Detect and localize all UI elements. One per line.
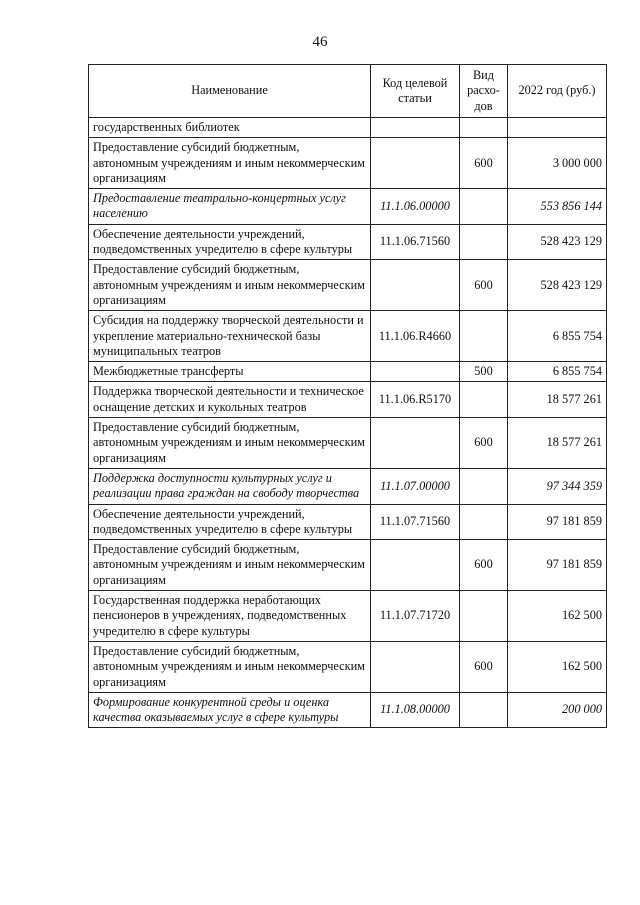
row-name-cell: Предоставление субсидий бюджетным, автономным учреждениям и иным некоммерческим организациям — [89, 138, 371, 189]
table-row — [89, 224, 607, 260]
row-name-cell: Предоставление театрально-концертных услуг населению — [89, 189, 371, 225]
row-name-cell: Государственная поддержка неработающих пенсионеров в учреждениях, подведомственных учредителю в сфере культуры — [89, 591, 371, 642]
row-code-cell: 11.1.06.71560 — [371, 224, 460, 260]
row-sum-cell: 200 000 — [508, 692, 607, 728]
row-name-cell: Межбюджетные трансферты — [89, 362, 371, 382]
row-name-cell: Обеспечение деятельности учреждений, подведомственных учредителю в сфере культуры — [89, 224, 371, 260]
row-vid-cell: 600 — [460, 641, 508, 692]
header-vid: Вид расхо-дов — [460, 65, 508, 118]
row-sum-cell: 3 000 000 — [508, 138, 607, 189]
row-code-cell — [371, 118, 460, 138]
table-row — [89, 692, 607, 728]
row-code-cell: 11.1.07.71720 — [371, 591, 460, 642]
row-vid-cell — [460, 224, 508, 260]
table-row — [89, 504, 607, 540]
row-sum-cell: 97 181 859 — [508, 540, 607, 591]
table-row — [89, 362, 607, 382]
row-sum-cell: 97 344 359 — [508, 468, 607, 504]
row-vid-cell — [460, 504, 508, 540]
row-name-cell: Поддержка доступности культурных услуг и реализации права граждан на свободу творчества — [89, 468, 371, 504]
row-code-cell — [371, 138, 460, 189]
row-sum-cell: 18 577 261 — [508, 418, 607, 469]
table-row — [89, 118, 607, 138]
row-code-cell — [371, 260, 460, 311]
table-row — [89, 641, 607, 692]
header-code: Код целевой статьи — [371, 65, 460, 118]
row-code-cell: 11.1.07.71560 — [371, 504, 460, 540]
row-code-cell: 11.1.07.00000 — [371, 468, 460, 504]
row-vid-cell — [460, 311, 508, 362]
table-row — [89, 138, 607, 189]
row-sum-cell: 97 181 859 — [508, 504, 607, 540]
row-vid-cell — [460, 382, 508, 418]
row-code-cell — [371, 362, 460, 382]
row-code-cell: 11.1.06.00000 — [371, 189, 460, 225]
table-row — [89, 260, 607, 311]
row-name-cell: Предоставление субсидий бюджетным, автономным учреждениям и иным некоммерческим организациям — [89, 540, 371, 591]
table-row — [89, 382, 607, 418]
row-vid-cell: 600 — [460, 138, 508, 189]
table-row — [89, 418, 607, 469]
row-sum-cell — [508, 118, 607, 138]
row-code-cell — [371, 540, 460, 591]
row-name-cell: государственных библиотек — [89, 118, 371, 138]
row-name-cell: Предоставление субсидий бюджетным, автономным учреждениям и иным некоммерческим организациям — [89, 260, 371, 311]
row-vid-cell: 500 — [460, 362, 508, 382]
row-code-cell — [371, 418, 460, 469]
row-name-cell: Субсидия на поддержку творческой деятельности и укрепление материально-технической базы муниципальных театров — [89, 311, 371, 362]
row-name-cell: Формирование конкурентной среды и оценка качества оказываемых услуг в сфере культуры — [89, 692, 371, 728]
row-vid-cell — [460, 118, 508, 138]
table-row — [89, 189, 607, 225]
row-code-cell: 11.1.06.R4660 — [371, 311, 460, 362]
row-sum-cell: 162 500 — [508, 591, 607, 642]
row-sum-cell: 6 855 754 — [508, 311, 607, 362]
table-row — [89, 311, 607, 362]
header-name: Наименование — [89, 65, 371, 118]
row-sum-cell: 528 423 129 — [508, 224, 607, 260]
table-header-row — [89, 65, 607, 118]
row-sum-cell: 528 423 129 — [508, 260, 607, 311]
row-sum-cell: 6 855 754 — [508, 362, 607, 382]
row-vid-cell: 600 — [460, 540, 508, 591]
row-code-cell: 11.1.08.00000 — [371, 692, 460, 728]
page-number: 46 — [312, 34, 328, 50]
row-sum-cell: 162 500 — [508, 641, 607, 692]
row-vid-cell — [460, 468, 508, 504]
row-sum-cell: 18 577 261 — [508, 382, 607, 418]
row-code-cell — [371, 641, 460, 692]
table-row — [89, 540, 607, 591]
table-row — [89, 468, 607, 504]
row-name-cell: Обеспечение деятельности учреждений, подведомственных учредителю в сфере культуры — [89, 504, 371, 540]
table-row — [89, 591, 607, 642]
row-sum-cell: 553 856 144 — [508, 189, 607, 225]
row-code-cell: 11.1.06.R5170 — [371, 382, 460, 418]
row-vid-cell — [460, 189, 508, 225]
row-vid-cell — [460, 591, 508, 642]
row-name-cell: Предоставление субсидий бюджетным, автономным учреждениям и иным некоммерческим организациям — [89, 641, 371, 692]
row-vid-cell: 600 — [460, 418, 508, 469]
header-sum: 2022 год (руб.) — [508, 65, 607, 118]
budget-table — [88, 64, 607, 728]
row-name-cell: Поддержка творческой деятельности и техническое оснащение детских и кукольных театров — [89, 382, 371, 418]
row-name-cell: Предоставление субсидий бюджетным, автономным учреждениям и иным некоммерческим организациям — [89, 418, 371, 469]
row-vid-cell — [460, 692, 508, 728]
row-vid-cell: 600 — [460, 260, 508, 311]
